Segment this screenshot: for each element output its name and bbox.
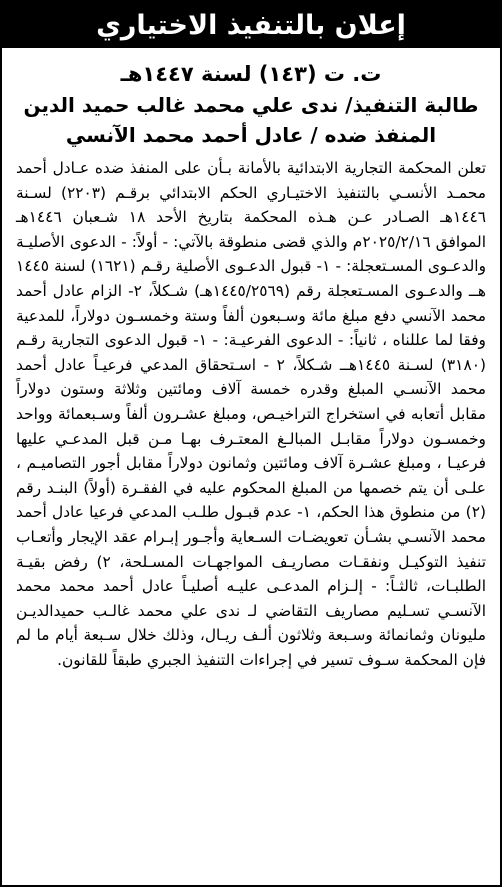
enforcement-applicant: طالبة التنفيذ/ ندى علي محمد غالب حميد الدين [23, 93, 479, 117]
notice-content [2, 48, 500, 672]
notice-banner [2, 2, 500, 48]
case-number: ت. ت (١٤٣) لسنة ١٤٤٧هـ [120, 62, 382, 86]
enforced-against: المنفذ ضده / عادل أحمد محمد الآنسي [65, 123, 437, 147]
notice-body: تعلن المحكمة التجارية الابتدائية بالأمانة بـأن على المنفذ ضده عـادل أحمد محمـد الأنسـي بالتنفيذ الاختيـاري الحكم الابتدائي برقـم (٢٢٠٣) لسـنة ١٤٤٦هـ الصـادر عـن هـذه المحكمة بتاريخ الأحد ١٨ شـعبان ١٤٤٦هـ الموافق ٢٠٢٥/٢/١٦م والذي قضى منطوقة بالآتي: - أولاً: - الدعوى الأصليـة والدعـوى المسـتعجلة: - ١- قبول الدعـوى الأصلية رقـم (١٦٢١) لسنة ١٤٤٥ هــ والدعـوى المسـتعجلة رقم (١٤٤٥/٢٥٦٩هـ) شـكلاً، ٢- الزام عادل أحمد محمد الآنسي دفع مبلغ مائة وسـبعون ألفاً وستة وخمسـون دولاراً، للمدعية وفقا لما عللناه ، ثانياً: - الدعوى الفرعيـة: - ١- قبول الدعوى التجارية رقـم (٣١٨٠) لسـنة ١٤٤٥هــ شـكلاً، ٢ - اسـتحقاق المدعي فرعيـاً عادل أحمد محمد الآنسـي المبلغ وقدره خمسة آلاف ومائتين وثلاثة وستون دولاراً مقابل أتعابه في استخراج التراخيـص، ومبلغ عشـرون ألفاً وسـبعمائة وواحد وخمسـون دولاراً مقابـل المبالـغ المعتـرف بهـا مـن قبل المدعـي عليها فرعيـا ، ومبلغ عشـرة آلاف ومائتين وثمانون دولاراً مقابل أجور التصاميـم ، علـى أن يتم خصمها من المبلغ المحكوم عليه في الفقـرة (أولاً) البنـد رقم (٢) من منطوق هذا الحكم، ١- عدم قبـول طلـب المدعي فرعيا عادل أحمد محمد الآنسـي بشـأن تعويضـات السـعاية وأجـور إبـرام عقد الإيجار وأتعـاب تنفيذ التوكيـل ونفقـات مصاريـف المواجهـات المسـلحة، ٢) رفض بقيـة الطلبـات، ثالثـاً: - إلـزام المدعـى عليـه أصليـاً عادل أحمد محمد محمد الآنسـي تسـليم مصاريف التقاضي لـ ندى علي محمد غالـب حميدالديـن مليونان وثمانمائة وسـبعة وثلاثون ألـف ريـال، وذلك خلال سـبعة أيام ما لم فإن المحكمة سـوف تسير في إجراءات التنفيذ الجبري طبقاً للقانون. [16, 159, 487, 669]
banner-title: إعلان بالتنفيذ الاختياري [96, 9, 406, 41]
